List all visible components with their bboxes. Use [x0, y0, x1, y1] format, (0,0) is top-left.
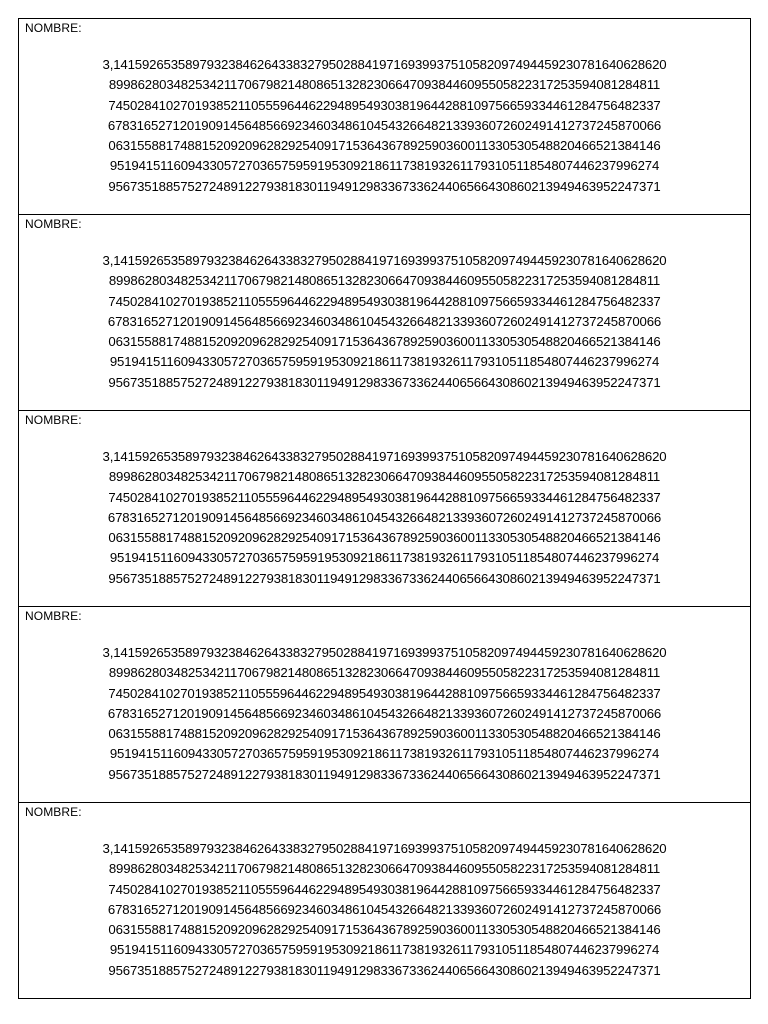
pi-digits-line: 06315588174881520920962829254091715364367892590360011330530548820466521384146 [108, 726, 661, 742]
name-card [19, 410, 750, 606]
name-label: NOMBRE: [25, 609, 82, 623]
pi-digits-line: 74502841027019385211055596446229489549303819644288109756659334461284756482337 [108, 685, 661, 701]
pi-digits-line: 95673518857527248912279381830119491298336733624406566430860213949463952247371 [108, 570, 661, 586]
pi-digits-line: 3,14159265358979323846264338327950288419716939937510582097494459230781640628620 [102, 841, 667, 856]
pi-digits-line: 89986280348253421170679821480865132823066470938446095505822317253594081284811 [108, 861, 661, 877]
pi-digits-line: 89986280348253421170679821480865132823066470938446095505822317253594081284811 [108, 469, 661, 485]
pi-digits-block [19, 643, 750, 785]
pi-digits-line: 67831652712019091456485669234603486104543266482133936072602491412737245870066 [107, 117, 662, 133]
pi-digits-line: 67831652712019091456485669234603486104543266482133936072602491412737245870066 [107, 705, 662, 721]
pi-digits-line: 89986280348253421170679821480865132823066470938446095505822317253594081284811 [108, 77, 661, 93]
pi-digits-line: 95194151160943305727036575959195309218611738193261179310511854807446237996274 [109, 550, 660, 566]
pi-digits-line: 67831652712019091456485669234603486104543266482133936072602491412737245870066 [107, 313, 662, 329]
pi-digits-block [19, 447, 750, 589]
pi-digits-line: 95673518857527248912279381830119491298336733624406566430860213949463952247371 [108, 766, 661, 782]
name-card [19, 19, 750, 214]
pi-digits-line: 74502841027019385211055596446229489549303819644288109756659334461284756482337 [108, 97, 661, 113]
pi-digits-line: 06315588174881520920962829254091715364367892590360011330530548820466521384146 [108, 922, 661, 938]
pi-digits-line: 89986280348253421170679821480865132823066470938446095505822317253594081284811 [108, 273, 661, 289]
pi-digits-line: 95194151160943305727036575959195309218611738193261179310511854807446237996274 [109, 942, 660, 958]
pi-digits-line: 95194151160943305727036575959195309218611738193261179310511854807446237996274 [109, 158, 660, 174]
pi-digits-line: 3,14159265358979323846264338327950288419716939937510582097494459230781640628620 [102, 449, 667, 464]
name-card [19, 606, 750, 802]
name-card [19, 214, 750, 410]
pi-digits-block [19, 839, 750, 981]
pi-digits-line: 95194151160943305727036575959195309218611738193261179310511854807446237996274 [109, 354, 660, 370]
name-label: NOMBRE: [25, 217, 82, 231]
pi-digits-line: 95673518857527248912279381830119491298336733624406566430860213949463952247371 [108, 178, 661, 194]
pi-digits-line: 74502841027019385211055596446229489549303819644288109756659334461284756482337 [108, 881, 661, 897]
worksheet [18, 18, 751, 999]
pi-digits-line: 06315588174881520920962829254091715364367892590360011330530548820466521384146 [108, 138, 661, 154]
pi-digits-line: 74502841027019385211055596446229489549303819644288109756659334461284756482337 [108, 489, 661, 505]
name-label: NOMBRE: [25, 21, 82, 35]
name-card [19, 802, 750, 998]
pi-digits-block [19, 251, 750, 393]
pi-digits-line: 3,14159265358979323846264338327950288419716939937510582097494459230781640628620 [102, 645, 667, 660]
pi-digits-line: 06315588174881520920962829254091715364367892590360011330530548820466521384146 [108, 334, 661, 350]
pi-digits-line: 3,14159265358979323846264338327950288419716939937510582097494459230781640628620 [102, 253, 667, 268]
pi-digits-line: 89986280348253421170679821480865132823066470938446095505822317253594081284811 [108, 665, 661, 681]
name-label: NOMBRE: [25, 805, 82, 819]
pi-digits-line: 67831652712019091456485669234603486104543266482133936072602491412737245870066 [107, 901, 662, 917]
pi-digits-line: 67831652712019091456485669234603486104543266482133936072602491412737245870066 [107, 509, 662, 525]
pi-digits-line: 95194151160943305727036575959195309218611738193261179310511854807446237996274 [109, 746, 660, 762]
pi-digits-line: 3,14159265358979323846264338327950288419716939937510582097494459230781640628620 [102, 57, 667, 72]
pi-digits-block [19, 55, 750, 197]
pi-digits-line: 74502841027019385211055596446229489549303819644288109756659334461284756482337 [108, 293, 661, 309]
pi-digits-line: 95673518857527248912279381830119491298336733624406566430860213949463952247371 [108, 962, 661, 978]
name-label: NOMBRE: [25, 413, 82, 427]
pi-digits-line: 95673518857527248912279381830119491298336733624406566430860213949463952247371 [108, 374, 661, 390]
pi-digits-line: 06315588174881520920962829254091715364367892590360011330530548820466521384146 [108, 530, 661, 546]
